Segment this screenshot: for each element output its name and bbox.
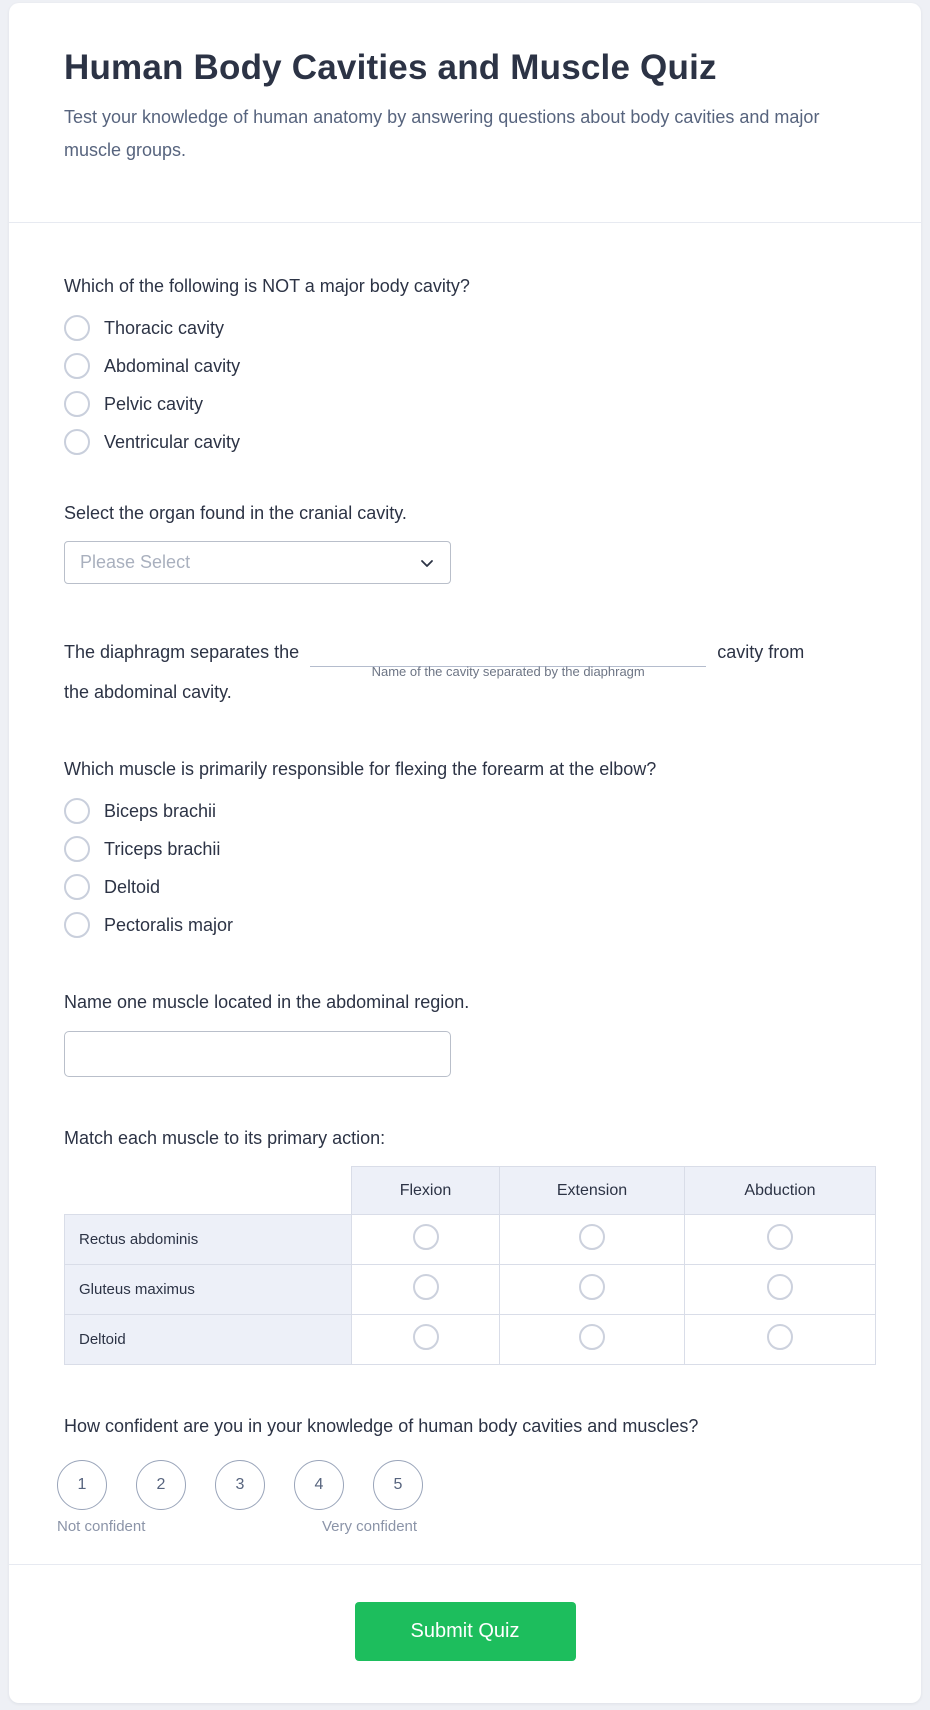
abdominal-muscle-input[interactable] <box>64 1031 451 1077</box>
scale-option-4[interactable]: 4 <box>294 1460 344 1510</box>
question-label: Name one muscle located in the abdominal region. <box>64 992 470 1012</box>
radio-button-icon[interactable] <box>64 836 90 862</box>
question-label: Which of the following is NOT a major body cavity? <box>64 276 470 296</box>
question-elbow-flexor <box>64 756 875 944</box>
matrix-cell[interactable] <box>500 1215 685 1265</box>
chevron-down-icon <box>419 555 435 571</box>
question-label: Select the organ found in the cranial cavity. <box>64 503 407 523</box>
radio-button-icon[interactable] <box>64 315 90 341</box>
radio-button-icon[interactable] <box>64 429 90 455</box>
radio-option-label: Abdominal cavity <box>104 355 241 376</box>
radio-option-label: Triceps brachii <box>104 838 221 859</box>
radio-button-icon[interactable] <box>579 1224 605 1250</box>
matrix-row-rectus-abdominis <box>65 1215 876 1265</box>
matrix-column-header-extension: Extension <box>500 1167 685 1215</box>
select-placeholder: Please Select <box>80 552 191 572</box>
question-body-cavity <box>64 273 875 461</box>
radio-button-icon[interactable] <box>64 391 90 417</box>
fill-blank-wrap <box>310 632 706 679</box>
matrix-cell[interactable] <box>352 1215 500 1265</box>
matrix-row-gluteus-maximus <box>65 1265 876 1315</box>
matrix-column-header-flexion: Flexion <box>352 1167 500 1215</box>
radio-button-icon[interactable] <box>64 874 90 900</box>
radio-button-icon[interactable] <box>413 1224 439 1250</box>
radio-option-label: Biceps brachii <box>104 800 217 821</box>
radio-option-label: Thoracic cavity <box>104 317 225 338</box>
matrix-row-deltoid <box>65 1315 876 1365</box>
radio-option-ventricular[interactable] <box>64 423 875 461</box>
fill-blank-text-line2: the abdominal cavity. <box>64 682 232 702</box>
radio-button-icon[interactable] <box>413 1274 439 1300</box>
page-title: Human Body Cavities and Muscle Quiz <box>64 48 717 87</box>
header-divider <box>9 222 921 223</box>
form-header <box>9 3 921 167</box>
matrix-cell[interactable] <box>352 1315 500 1365</box>
radio-option-thoracic[interactable] <box>64 309 875 347</box>
matrix-corner-cell <box>65 1167 352 1215</box>
matrix-cell[interactable] <box>352 1265 500 1315</box>
cavity-blank-input[interactable] <box>310 641 706 667</box>
radio-option-pectoralis[interactable] <box>64 906 875 944</box>
scale-min-label: Not confident <box>57 1518 146 1535</box>
scale-labels <box>57 1518 875 1535</box>
confidence-scale <box>57 1460 875 1510</box>
question-cranial-organ <box>64 500 875 584</box>
organ-select[interactable] <box>64 541 451 584</box>
radio-button-icon[interactable] <box>64 798 90 824</box>
matrix-table <box>64 1166 876 1365</box>
radio-button-icon[interactable] <box>64 912 90 938</box>
radio-option-label: Ventricular cavity <box>104 431 241 452</box>
question-label: Which muscle is primarily responsible for flexing the forearm at the elbow? <box>64 759 657 779</box>
matrix-column-header-abduction: Abduction <box>685 1167 876 1215</box>
matrix-cell[interactable] <box>685 1265 876 1315</box>
matrix-cell[interactable] <box>500 1315 685 1365</box>
question-label: Match each muscle to its primary action: <box>64 1128 386 1148</box>
matrix-cell[interactable] <box>500 1265 685 1315</box>
radio-group-body-cavity <box>64 309 875 461</box>
radio-button-icon[interactable] <box>579 1274 605 1300</box>
radio-option-label: Deltoid <box>104 876 161 897</box>
radio-option-biceps[interactable] <box>64 792 875 830</box>
scale-option-3[interactable]: 3 <box>215 1460 265 1510</box>
radio-option-label: Pectoralis major <box>104 914 234 935</box>
scale-option-5[interactable]: 5 <box>373 1460 423 1510</box>
matrix-row-label: Gluteus maximus <box>65 1265 352 1315</box>
question-abdominal-muscle <box>64 989 875 1077</box>
fill-blank-text-before: The diaphragm separates the <box>64 642 300 662</box>
radio-button-icon[interactable] <box>767 1224 793 1250</box>
scale-max-label: Very confident <box>322 1518 418 1535</box>
form-body <box>9 273 921 1534</box>
radio-button-icon[interactable] <box>767 1274 793 1300</box>
radio-button-icon[interactable] <box>767 1324 793 1350</box>
question-confidence-scale <box>57 1413 875 1535</box>
radio-option-triceps[interactable] <box>64 830 875 868</box>
submit-quiz-button[interactable]: Submit Quiz <box>355 1602 576 1661</box>
fill-blank-text-after: cavity from <box>717 642 805 662</box>
matrix-cell[interactable] <box>685 1215 876 1265</box>
radio-button-icon[interactable] <box>64 353 90 379</box>
question-diaphragm-fill-blank <box>64 632 875 712</box>
form-subtitle: Test your knowledge of human anatomy by answering questions about body cavities and major muscle groups. <box>64 107 820 160</box>
scale-option-2[interactable]: 2 <box>136 1460 186 1510</box>
radio-option-deltoid[interactable] <box>64 868 875 906</box>
matrix-row-label: Rectus abdominis <box>65 1215 352 1265</box>
question-label: How confident are you in your knowledge of human body cavities and muscles? <box>64 1416 699 1436</box>
radio-group-elbow-flexor <box>64 792 875 944</box>
radio-option-pelvic[interactable] <box>64 385 875 423</box>
form-footer <box>9 1565 921 1661</box>
radio-button-icon[interactable] <box>413 1324 439 1350</box>
matrix-cell[interactable] <box>685 1315 876 1365</box>
matrix-row-label: Deltoid <box>65 1315 352 1365</box>
fill-blank-hint: Name of the cavity separated by the diaphragm <box>371 664 645 679</box>
scale-option-1[interactable]: 1 <box>57 1460 107 1510</box>
matrix-header-row <box>65 1167 876 1215</box>
question-muscle-action-matrix <box>64 1125 875 1365</box>
radio-option-label: Pelvic cavity <box>104 393 204 414</box>
radio-option-abdominal[interactable] <box>64 347 875 385</box>
radio-button-icon[interactable] <box>579 1324 605 1350</box>
form-card <box>9 3 921 1703</box>
